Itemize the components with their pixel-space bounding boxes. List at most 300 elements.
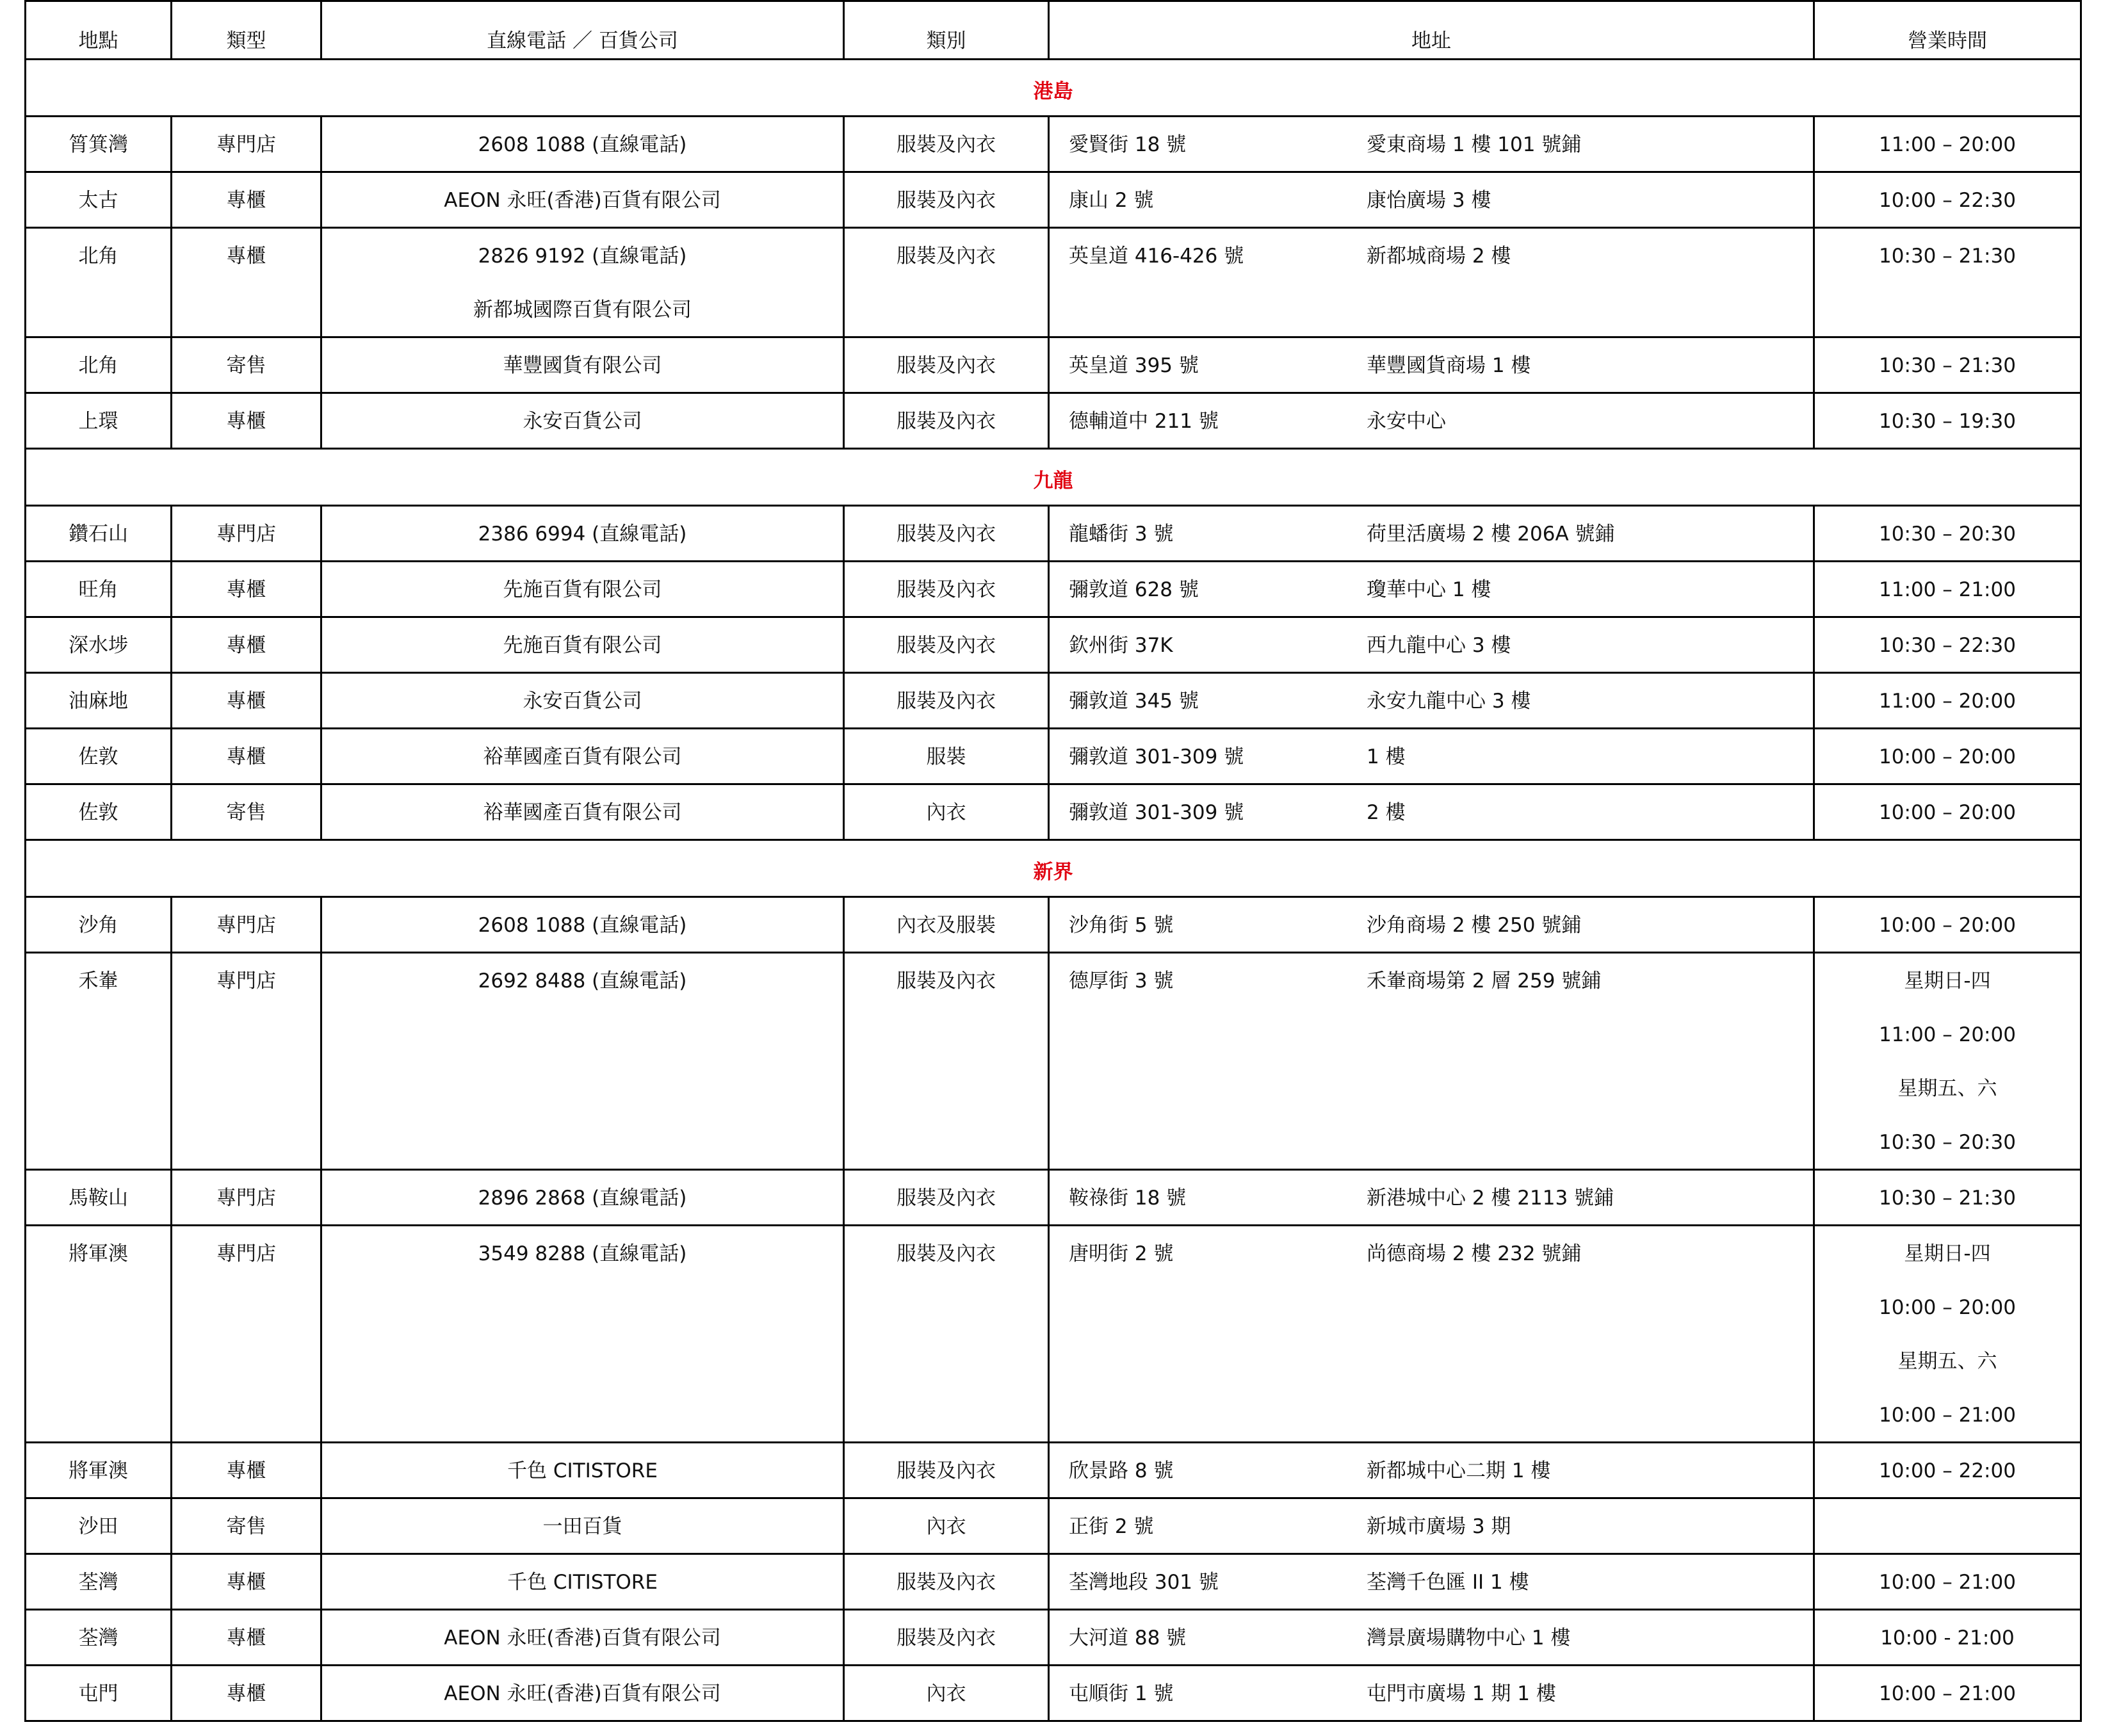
cell-category (844, 562, 1049, 617)
table-row (26, 117, 2081, 172)
address-building: 1 樓 (1367, 745, 1406, 768)
category-text: 服裝及內衣 (897, 578, 996, 601)
table-row (26, 506, 2081, 562)
cell-location (26, 1554, 172, 1610)
table-row (26, 562, 2081, 617)
contact-text: 華豐國貨有限公司 (503, 354, 662, 377)
address-building: 愛東商場 1 樓 101 號鋪 (1367, 133, 1582, 156)
contact-text: 千色 CITISTORE (507, 1571, 658, 1594)
header-location: 地點 (26, 1, 172, 60)
cell-hours (1814, 617, 2081, 673)
table-row (26, 1554, 2081, 1610)
location-text: 佐敦 (78, 801, 118, 824)
cell-address (1049, 1443, 1814, 1498)
address-building: 屯門市廣場 1 期 1 樓 (1367, 1682, 1556, 1705)
cell-contact (321, 953, 844, 1170)
address-building: 新城市廣場 3 期 (1367, 1515, 1511, 1538)
cell-contact (321, 1498, 844, 1554)
hours-text: 11:00 – 21:00 (1879, 578, 2016, 601)
category-text: 服裝及內衣 (897, 189, 996, 212)
table-row (26, 1170, 2081, 1226)
cell-contact (321, 673, 844, 729)
cell-address (1049, 228, 1814, 337)
address-line (1069, 1443, 1813, 1497)
category-text: 服裝及內衣 (897, 354, 996, 377)
category-text: 服裝及內衣 (897, 1626, 996, 1650)
location-text: 北角 (78, 354, 118, 377)
cell-contact (321, 784, 844, 840)
address-street: 彌敦道 301-309 號 (1069, 801, 1244, 824)
cell-contact (321, 897, 844, 953)
cell-hours (1814, 1443, 2081, 1498)
cell-type (172, 1610, 321, 1666)
table-row (26, 953, 2081, 1170)
cell-category (844, 506, 1049, 562)
address-line (1069, 562, 1813, 616)
cell-address (1049, 1226, 1814, 1443)
type-text: 寄售 (226, 1515, 266, 1538)
address-street: 彌敦道 345 號 (1069, 690, 1199, 713)
address-building: 新都城商場 2 樓 (1367, 245, 1511, 268)
address-line (1069, 898, 1813, 952)
table-row (26, 1443, 2081, 1498)
cell-type (172, 172, 321, 228)
cell-type (172, 784, 321, 840)
hours-text: 11:00 – 20:00 (1879, 133, 2016, 156)
location-text: 佐敦 (78, 745, 118, 768)
address-line (1069, 1171, 1813, 1224)
cell-contact (321, 617, 844, 673)
cell-address (1049, 1610, 1814, 1666)
cell-address (1049, 393, 1814, 449)
address-building: 2 樓 (1367, 801, 1406, 824)
type-text: 專櫃 (226, 578, 266, 601)
type-text: 寄售 (226, 801, 266, 824)
cell-address (1049, 562, 1814, 617)
cell-category (844, 1554, 1049, 1610)
hours-text: 星期日-四 (1904, 969, 1991, 993)
type-text: 專門店 (216, 1187, 276, 1210)
contact-text: 2896 2868 (直線電話) (478, 1187, 687, 1210)
cell-category (844, 228, 1049, 337)
address-street: 英皇道 416-426 號 (1069, 245, 1244, 268)
cell-category (844, 1498, 1049, 1554)
address-building: 永安中心 (1367, 410, 1446, 433)
hours-empty (1815, 1499, 2080, 1553)
contact-text: 2608 1088 (直線電話) (478, 914, 687, 937)
address-building: 荷里活廣場 2 樓 206A 號鋪 (1367, 523, 1615, 546)
address-building: 尚德商場 2 樓 232 號鋪 (1367, 1242, 1582, 1265)
cell-address (1049, 506, 1814, 562)
cell-location (26, 562, 172, 617)
category-text: 服裝及內衣 (897, 523, 996, 546)
cell-contact (321, 393, 844, 449)
cell-hours (1814, 562, 2081, 617)
cell-contact (321, 562, 844, 617)
cell-location (26, 117, 172, 172)
cell-location (26, 506, 172, 562)
category-text: 服裝及內衣 (897, 690, 996, 713)
address-street: 德厚街 3 號 (1069, 969, 1174, 993)
cell-hours (1814, 1498, 2081, 1554)
cell-hours (1814, 1666, 2081, 1721)
cell-type (172, 562, 321, 617)
contact-text: 裕華國產百貨有限公司 (483, 745, 682, 768)
table-row (26, 673, 2081, 729)
cell-contact (321, 228, 844, 337)
cell-category (844, 1666, 1049, 1721)
header-category: 類別 (844, 1, 1049, 60)
store-table (24, 0, 2082, 1722)
cell-address (1049, 1170, 1814, 1226)
address-line (1069, 674, 1813, 727)
type-text: 專櫃 (226, 410, 266, 433)
category-text: 內衣及服裝 (897, 914, 996, 937)
cell-contact (321, 337, 844, 393)
table-row (26, 1610, 2081, 1666)
address-street: 正街 2 號 (1069, 1515, 1154, 1538)
type-text: 專櫃 (226, 189, 266, 212)
cell-hours (1814, 897, 2081, 953)
contact-text: AEON 永旺(香港)百貨有限公司 (444, 1626, 721, 1650)
address-line (1069, 1555, 1813, 1609)
location-text: 太古 (78, 189, 118, 212)
contact-text: 一田百貨 (542, 1515, 622, 1538)
cell-type (172, 1443, 321, 1498)
address-line (1069, 953, 1813, 1007)
cell-category (844, 172, 1049, 228)
table-row (26, 1498, 2081, 1554)
cell-hours (1814, 673, 2081, 729)
address-line (1069, 173, 1813, 227)
location-text: 旺角 (78, 578, 118, 601)
cell-type (172, 506, 321, 562)
cell-contact (321, 1610, 844, 1666)
cell-contact (321, 1443, 844, 1498)
category-text: 服裝及內衣 (897, 969, 996, 993)
address-street: 欽州街 37K (1069, 634, 1173, 657)
category-text: 內衣 (926, 1682, 966, 1705)
cell-category (844, 784, 1049, 840)
cell-contact (321, 729, 844, 784)
address-street: 康山 2 號 (1069, 189, 1154, 212)
address-building: 西九龍中心 3 樓 (1367, 634, 1511, 657)
table-row (26, 337, 2081, 393)
cell-location (26, 393, 172, 449)
cell-address (1049, 1498, 1814, 1554)
contact-text: 千色 CITISTORE (507, 1459, 658, 1482)
cell-category (844, 1610, 1049, 1666)
table-row (26, 897, 2081, 953)
cell-hours (1814, 1226, 2081, 1443)
address-street: 荃灣地段 301 號 (1069, 1571, 1219, 1594)
cell-contact (321, 506, 844, 562)
cell-contact (321, 1226, 844, 1443)
type-text: 專櫃 (226, 1459, 266, 1482)
address-street: 愛賢街 18 號 (1069, 133, 1187, 156)
address-street: 大河道 88 號 (1069, 1626, 1187, 1650)
hours-text: 10:00 – 20:00 (1879, 801, 2016, 824)
category-text: 服裝及內衣 (897, 1459, 996, 1482)
address-building: 永安九龍中心 3 樓 (1367, 690, 1531, 713)
cell-contact (321, 117, 844, 172)
cell-type (172, 1170, 321, 1226)
location-text: 深水埗 (69, 634, 128, 657)
table-row (26, 729, 2081, 784)
category-text: 內衣 (926, 801, 966, 824)
hours-text: 10:00 – 21:00 (1879, 1682, 2016, 1705)
cell-address (1049, 617, 1814, 673)
address-street: 彌敦道 628 號 (1069, 578, 1199, 601)
address-street: 龍蟠街 3 號 (1069, 523, 1174, 546)
location-text: 荃灣 (78, 1571, 118, 1594)
category-text: 服裝及內衣 (897, 133, 996, 156)
location-text: 將軍澳 (69, 1242, 128, 1265)
hours-text: 10:30 – 20:30 (1879, 523, 2016, 546)
cell-location (26, 784, 172, 840)
cell-hours (1814, 1170, 2081, 1226)
section-heading-row (26, 840, 2081, 897)
cell-hours (1814, 337, 2081, 393)
header-address: 地址 (1049, 1, 1814, 60)
hours-text: 11:00 – 20:00 (1879, 1023, 2016, 1046)
section-title: 港島 (26, 60, 2081, 117)
contact-text: 2826 9192 (直線電話) (478, 245, 687, 268)
section-heading-row (26, 449, 2081, 506)
cell-category (844, 673, 1049, 729)
address-line (1069, 1610, 1813, 1664)
address-line (1069, 1226, 1813, 1280)
header-hours: 營業時間 (1814, 1, 2081, 60)
table-row (26, 172, 2081, 228)
address-line (1069, 229, 1813, 282)
cell-type (172, 729, 321, 784)
address-street: 沙角街 5 號 (1069, 914, 1174, 937)
contact-text: AEON 永旺(香港)百貨有限公司 (444, 189, 721, 212)
type-text: 專櫃 (226, 634, 266, 657)
hours-text: 10:30 – 19:30 (1879, 410, 2016, 433)
address-street: 德輔道中 211 號 (1069, 410, 1219, 433)
type-text: 專門店 (216, 969, 276, 993)
cell-type (172, 1226, 321, 1443)
hours-text: 10:00 – 21:00 (1879, 1571, 2016, 1594)
hours-text: 10:00 – 21:00 (1879, 1404, 2016, 1427)
cell-location (26, 617, 172, 673)
address-line (1069, 394, 1813, 448)
address-building: 新港城中心 2 樓 2113 號鋪 (1367, 1187, 1614, 1210)
address-line (1069, 338, 1813, 392)
cell-type (172, 393, 321, 449)
type-text: 專櫃 (226, 245, 266, 268)
cell-location (26, 673, 172, 729)
section-heading-row (26, 60, 2081, 117)
cell-address (1049, 897, 1814, 953)
table-body (26, 60, 2081, 1721)
contact-text: 2692 8488 (直線電話) (478, 969, 687, 993)
cell-address (1049, 1554, 1814, 1610)
category-text: 服裝及內衣 (897, 410, 996, 433)
hours-text: 11:00 – 20:00 (1879, 690, 2016, 713)
cell-category (844, 393, 1049, 449)
cell-type (172, 228, 321, 337)
cell-location (26, 1610, 172, 1666)
category-text: 服裝及內衣 (897, 1187, 996, 1210)
address-building: 灣景廣場購物中心 1 樓 (1367, 1626, 1571, 1650)
location-text: 鑽石山 (69, 523, 128, 546)
contact-text: 先施百貨有限公司 (503, 578, 662, 601)
cell-location (26, 897, 172, 953)
address-line (1069, 507, 1813, 560)
cell-hours (1814, 393, 2081, 449)
location-text: 上環 (78, 410, 118, 433)
location-text: 筲箕灣 (69, 133, 128, 156)
hours-text: 10:30 – 21:30 (1879, 354, 2016, 377)
address-line (1069, 785, 1813, 839)
cell-category (844, 1170, 1049, 1226)
contact-text: 3549 8288 (直線電話) (478, 1242, 687, 1265)
cell-location (26, 1666, 172, 1721)
cell-hours (1814, 784, 2081, 840)
cell-category (844, 117, 1049, 172)
table-row (26, 1226, 2081, 1443)
hours-text: 10:00 – 20:00 (1879, 914, 2016, 937)
section-title: 新界 (26, 840, 2081, 897)
category-text: 服裝 (926, 745, 966, 768)
cell-type (172, 337, 321, 393)
location-text: 北角 (78, 245, 118, 268)
type-text: 專門店 (216, 914, 276, 937)
cell-location (26, 337, 172, 393)
header-phone-store: 直線電話 ／ 百貨公司 (321, 1, 844, 60)
hours-text: 星期五、六 (1897, 1350, 1997, 1373)
address-street: 彌敦道 301-309 號 (1069, 745, 1244, 768)
cell-location (26, 1226, 172, 1443)
cell-type (172, 117, 321, 172)
cell-location (26, 172, 172, 228)
hours-text: 10:00 – 20:00 (1879, 745, 2016, 768)
type-text: 專櫃 (226, 1571, 266, 1594)
section-title: 九龍 (26, 449, 2081, 506)
cell-hours (1814, 953, 2081, 1170)
type-text: 專門店 (216, 133, 276, 156)
table-row (26, 228, 2081, 337)
address-street: 英皇道 395 號 (1069, 354, 1199, 377)
location-text: 荃灣 (78, 1626, 118, 1650)
type-text: 專門店 (216, 523, 276, 546)
cell-address (1049, 729, 1814, 784)
address-line (1069, 729, 1813, 783)
location-text: 禾輋 (78, 969, 118, 993)
type-text: 專櫃 (226, 690, 266, 713)
cell-type (172, 673, 321, 729)
address-line (1069, 117, 1813, 171)
hours-text: 星期五、六 (1897, 1077, 1997, 1100)
cell-location (26, 1498, 172, 1554)
cell-hours (1814, 506, 2081, 562)
cell-address (1049, 784, 1814, 840)
address-building: 新都城中心二期 1 樓 (1367, 1459, 1551, 1482)
address-street: 唐明街 2 號 (1069, 1242, 1174, 1265)
cell-location (26, 953, 172, 1170)
address-street: 欣景路 8 號 (1069, 1459, 1174, 1482)
contact-text: 2386 6994 (直線電話) (478, 523, 687, 546)
contact-text: 裕華國產百貨有限公司 (483, 801, 682, 824)
cell-location (26, 228, 172, 337)
table-row (26, 1666, 2081, 1721)
cell-hours (1814, 117, 2081, 172)
cell-location (26, 729, 172, 784)
type-text: 專門店 (216, 1242, 276, 1265)
table-row (26, 393, 2081, 449)
address-building: 禾輋商場第 2 層 259 號鋪 (1367, 969, 1602, 993)
address-building: 華豐國貨商場 1 樓 (1367, 354, 1531, 377)
hours-text: 10:30 – 20:30 (1879, 1131, 2016, 1154)
table-row (26, 617, 2081, 673)
cell-address (1049, 673, 1814, 729)
cell-type (172, 953, 321, 1170)
cell-category (844, 617, 1049, 673)
cell-location (26, 1443, 172, 1498)
hours-text: 10:00 – 20:00 (1879, 1296, 2016, 1319)
table-header-row (26, 1, 2081, 60)
cell-type (172, 1498, 321, 1554)
table-row (26, 784, 2081, 840)
type-text: 專櫃 (226, 1682, 266, 1705)
hours-text: 10:00 – 22:30 (1879, 189, 2016, 212)
address-line (1069, 618, 1813, 672)
cell-hours (1814, 1610, 2081, 1666)
contact-text: 永安百貨公司 (523, 410, 642, 433)
cell-contact (321, 1170, 844, 1226)
address-street: 鞍祿街 18 號 (1069, 1187, 1187, 1210)
cell-type (172, 1554, 321, 1610)
hours-text: 星期日-四 (1904, 1242, 1991, 1265)
cell-category (844, 337, 1049, 393)
cell-address (1049, 1666, 1814, 1721)
category-text: 服裝及內衣 (897, 634, 996, 657)
location-text: 將軍澳 (69, 1459, 128, 1482)
location-text: 油麻地 (69, 690, 128, 713)
store-list-document (24, 0, 2080, 1722)
hours-text: 10:00 - 21:00 (1880, 1626, 2015, 1650)
address-building: 康怡廣場 3 樓 (1367, 189, 1491, 212)
address-line (1069, 1666, 1813, 1720)
type-text: 專櫃 (226, 745, 266, 768)
cell-hours (1814, 729, 2081, 784)
location-text: 馬鞍山 (69, 1187, 128, 1210)
contact-text: 永安百貨公司 (523, 690, 642, 713)
hours-text: 10:30 – 21:30 (1879, 245, 2016, 268)
cell-contact (321, 1666, 844, 1721)
cell-type (172, 1666, 321, 1721)
cell-category (844, 897, 1049, 953)
cell-address (1049, 117, 1814, 172)
address-street: 屯順街 1 號 (1069, 1682, 1174, 1705)
contact-text: AEON 永旺(香港)百貨有限公司 (444, 1682, 721, 1705)
cell-contact (321, 1554, 844, 1610)
address-building: 荃灣千色匯 II 1 樓 (1367, 1571, 1529, 1594)
hours-text: 10:00 – 22:00 (1879, 1459, 2016, 1482)
hours-text: 10:30 – 21:30 (1879, 1187, 2016, 1210)
cell-hours (1814, 1554, 2081, 1610)
cell-address (1049, 172, 1814, 228)
address-building: 沙角商場 2 樓 250 號鋪 (1367, 914, 1582, 937)
cell-category (844, 1443, 1049, 1498)
cell-location (26, 1170, 172, 1226)
cell-category (844, 729, 1049, 784)
contact-text: 2608 1088 (直線電話) (478, 133, 687, 156)
location-text: 沙田 (78, 1515, 118, 1538)
